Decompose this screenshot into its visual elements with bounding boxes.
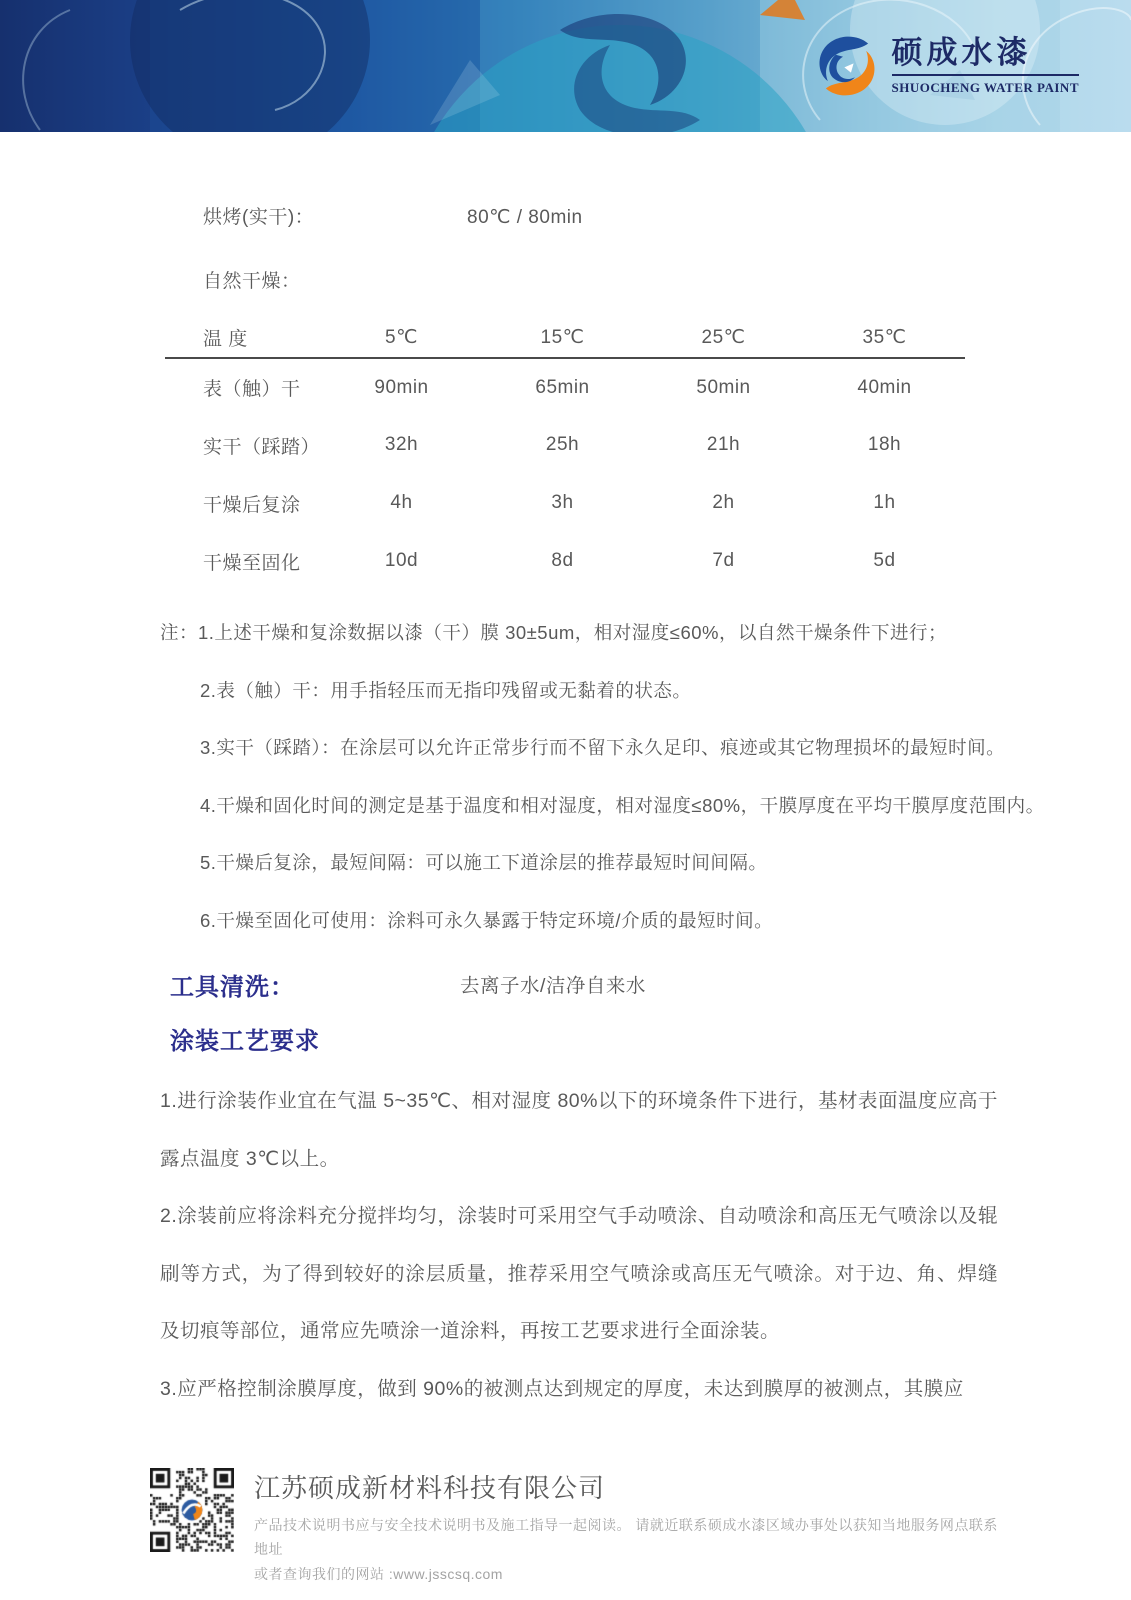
table-row-label: 表（触）干 [203, 379, 301, 400]
footer-disclaimer-line1: 产品技术说明书应与安全技术说明书及施工指导一起阅读。 请就近联系硕成水漆区域办事处以获知当地服务网点联系地址 [254, 1516, 998, 1557]
page-header-banner [0, 0, 1131, 132]
drying-table-head [165, 318, 965, 358]
natural-dry-row [160, 268, 986, 296]
note-line: 5.干燥后复涂，最短间隔：可以施工下道涂层的推荐最短时间间隔。 [200, 852, 768, 873]
table-row [165, 532, 965, 590]
tool-cleaning-heading: 工具清洗： [170, 973, 295, 1001]
drying-table [165, 318, 965, 590]
table-cell-value: 90min [374, 376, 429, 398]
process-paragraph: 2.涂装前应将涂料充分搅拌均匀，涂装时可采用空气手动喷涂、自动喷涂和高压无气喷涂以及辊刷等方式，为了得到较好的涂层质量，推荐采用空气喷涂或高压无气喷涂。对于边、角、焊缝及切痕等部位，通常应先喷涂一道涂料，再按工艺要求进行全面涂装。 [160, 1205, 998, 1342]
table-cell-value: 8d [551, 550, 574, 571]
process-paragraphs [160, 1073, 998, 1418]
table-col-temp-header: 15℃ [482, 318, 643, 358]
table-cell-value: 40min [857, 376, 912, 398]
table-cell-value: 4h [390, 492, 413, 513]
content [0, 204, 1131, 1418]
brand-name-cn: 硕成水漆 [891, 35, 1032, 71]
notes-block [160, 604, 1045, 949]
bake-dry-row [160, 204, 986, 232]
note-line: 6.干燥至固化可使用：涂料可永久暴露于特定环境/介质的最短时间。 [200, 909, 774, 931]
tool-cleaning-value: 去离子水/洁净自来水 [460, 975, 646, 997]
table-cell-value: 5d [873, 550, 896, 571]
table-row-label: 干燥后复涂 [203, 494, 301, 516]
footer-company-name: 江苏硕成新材料科技有限公司 [254, 1473, 606, 1503]
note-line: 3.实干（踩踏）：在涂层可以允许正常步行而不留下永久足印、痕迹或其它物理损坏的最短时间。 [200, 737, 1006, 758]
table-cell-value: 18h [867, 434, 902, 455]
brand-rule [892, 74, 1079, 76]
table-row-label: 干燥至固化 [203, 552, 301, 574]
table-col-temp-header: 35℃ [804, 318, 965, 358]
note-line: 2.表（触）干：用手指轻压而无指印残留或无黏着的状态。 [200, 679, 692, 701]
process-requirements-heading: 涂装工艺要求 [170, 1028, 320, 1055]
table-row [165, 416, 965, 474]
swirl-s-logo-icon [814, 33, 880, 99]
process-paragraph: 1.进行涂装作业宜在气温 5~35℃、相对湿度 80%以下的环境条件下进行，基材表面温度应高于露点温度 3℃以上。 [160, 1090, 998, 1170]
table-cell-value: 21h [706, 434, 741, 455]
table-cell-value: 25h [545, 434, 580, 455]
table-cell-value: 10d [384, 550, 419, 571]
note-line: 4.干燥和固化时间的测定是基于温度和相对湿度，相对湿度≤80%，干膜厚度在平均干膜厚度范围内。 [200, 794, 1045, 816]
qr-code-icon [150, 1468, 234, 1552]
table-cell-value: 65min [535, 376, 590, 398]
brand-name-en: SHUOCHENG WATER PAINT [891, 79, 1079, 95]
table-col-label-header: 温 度 [165, 318, 321, 358]
table-cell-value: 1h [873, 492, 896, 513]
brand-logo [814, 22, 1079, 110]
table-cell-value: 2h [712, 492, 735, 513]
note-line: 注：1.上述干燥和复涂数据以漆（干）膜 30±5um，相对湿度≤60%，以自然干燥条件下进行； [160, 622, 947, 643]
tool-cleaning-row [160, 967, 986, 1001]
table-row-label: 实干（踩踏） [203, 436, 321, 458]
footer-disclaimer [254, 1513, 1010, 1587]
page-footer [150, 1468, 1010, 1586]
bake-dry-label: 烘烤(实干)： [203, 207, 315, 228]
table-cell-value: 7d [712, 550, 735, 571]
table-col-temp-header: 25℃ [643, 318, 804, 358]
table-cell-value: 3h [551, 492, 574, 513]
table-row [165, 474, 965, 532]
table-cell-value: 50min [696, 376, 751, 398]
footer-disclaimer-line2: 或者查询我们的网站 :www.jsscsq.com [254, 1565, 503, 1582]
natural-dry-label: 自然干燥： [203, 271, 301, 292]
table-col-temp-header: 5℃ [321, 318, 482, 358]
table-cell-value: 32h [384, 434, 419, 455]
process-paragraph: 3.应严格控制涂膜厚度，做到 90%的被测点达到规定的厚度，未达到膜厚的被测点，其膜应 [160, 1377, 964, 1400]
drying-table-body [165, 358, 965, 590]
bake-dry-value: 80℃ / 80min [467, 207, 583, 228]
table-row [165, 358, 965, 416]
footer-text [254, 1468, 1010, 1586]
